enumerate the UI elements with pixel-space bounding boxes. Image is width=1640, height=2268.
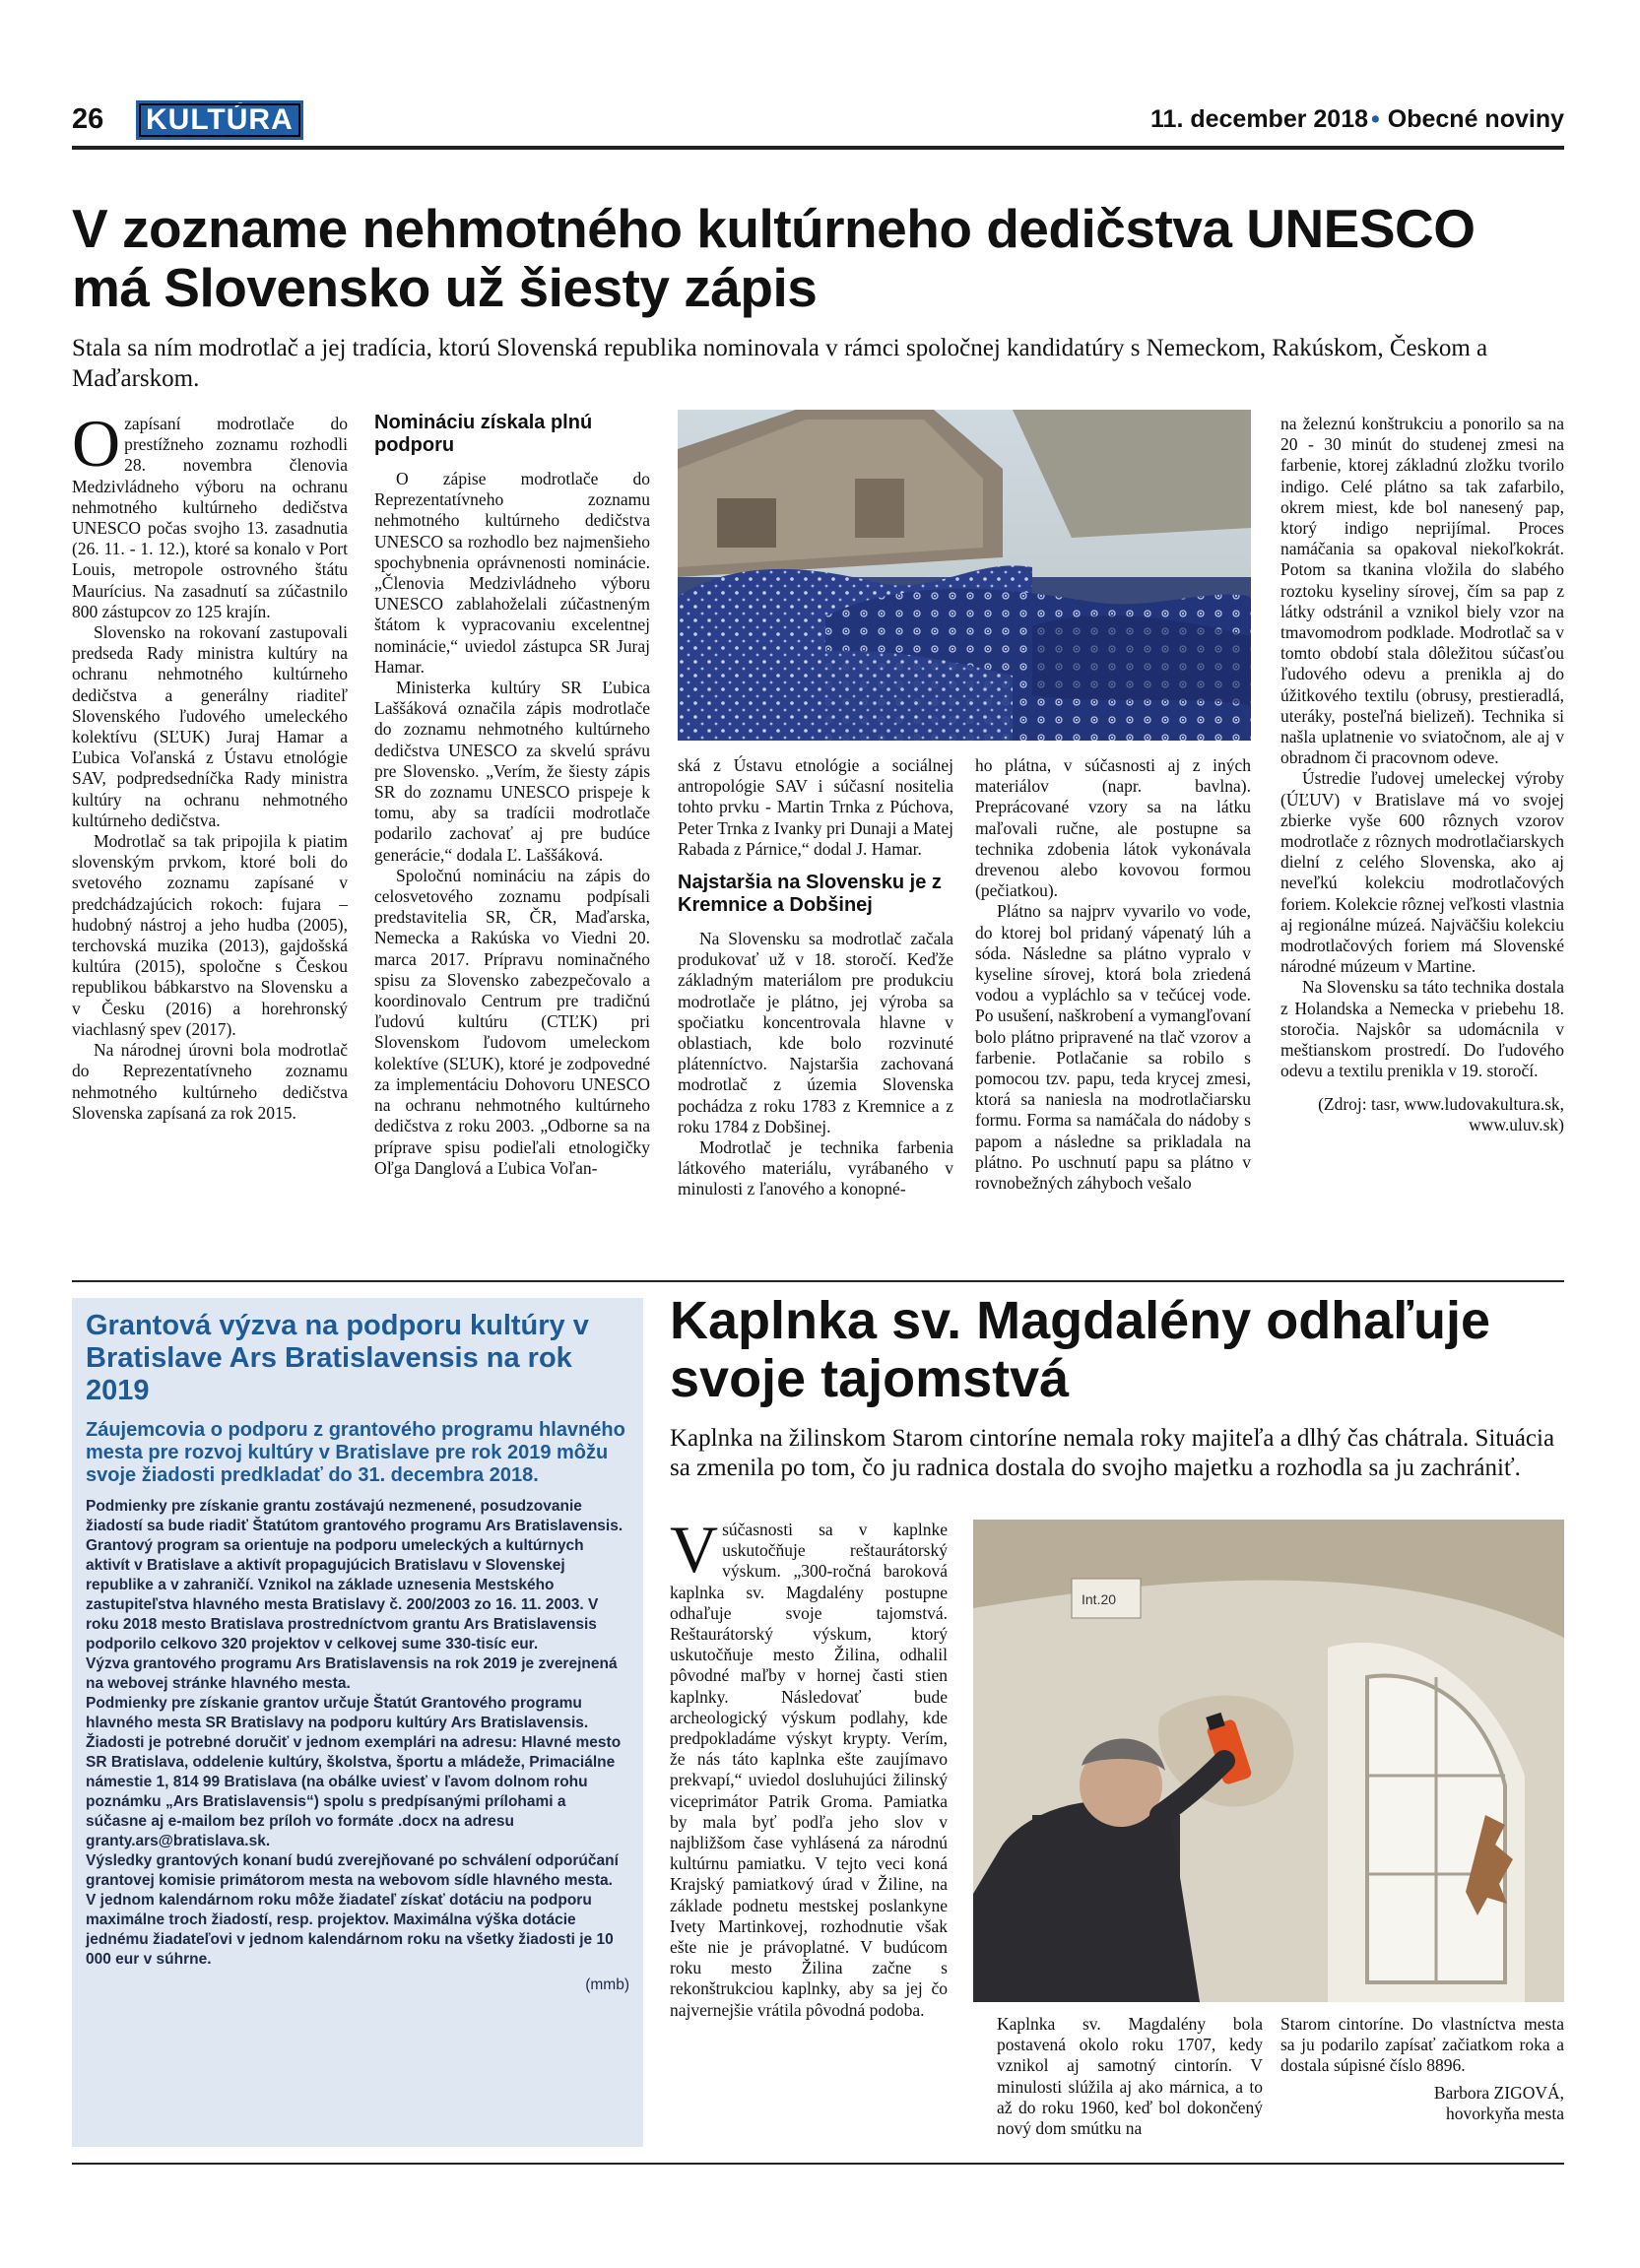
paragraph: ská z Ústavu etnológie a sociálnej antropológie SAV i súčasní nositelia tohto prvku - Martin Trnka z Púchova, Peter Trnka z Ivanky pri Dunaji a Matej Rabada z Párnice,“ dodal J. Hamar. (678, 755, 953, 859)
grant-sidebar (72, 1298, 643, 2147)
paragraph: Spoločnú nomináciu na zápis do celosvetového zoznamu podpísali predstavitelia SR, ČR, Maďarska, Nemecka a Rakúska vo Viedni 20. marca 2017. Prípravu nominačného spisu za Slovensko zabezpečovalo a koordinovalo Centrum pre tradičnú ľudovú kultúru (CTĽK) pri Slovenskom ľudovom umeleckom kolektíve (SĽUK), ktoré je zodpovedné za implementáciu Dohovoru UNESCO na ochranu nehmotného kultúrneho dedičstva z roku 2003. „Odborne sa na príprave spisu podieľali etnologičky Oľga Danglová a Ľubica Voľan- (374, 865, 650, 1178)
grant-paragraph: Výsledky grantových konaní budú zverejňované po schválení odporúčaní grantovej komisie primátorom mesta na webovom sídle hlavného mesta. (86, 1852, 619, 1889)
grant-paragraph: Výzva grantového programu Ars Bratislavensis na rok 2019 je zverejnená na webovej stránke hlavného mesta. (86, 1655, 618, 1692)
grant-paragraph: Podmienky pre získanie grantu zostávajú nezmenené, posudzovanie žiadostí sa bude riadiť Štatútom grantového programu Ars Bratislavensis. Grantový program sa orientuje na podporu umeleckých a kultúrnych aktivít v Bratislave a aktivít propagujúcich Bratislavu v Slovenskej republike a v zahraničí. Vznikol na základe uznesenia Mestského zastupiteľstva hlavného mesta Bratislavy č. 200/2003 zo 16. 11. 2003. V roku 2018 mesto Bratislava prostredníctvom grantu Ars Bratislavensis podporilo celkovo 320 projektov v celkovej sume 330-tisíc eur. (86, 1498, 623, 1652)
chapel-restoration-photo (973, 1520, 1564, 2002)
paragraph: na železnú konštrukciu a ponorilo sa na 20 - 30 minút do studenej zmesi na farbenie, ktorej základnú zložku tvorilo indigo. Celé plátno sa tak zafarbilo, okrem miest, kde bol nanesený pap, ktorý indigo neprijímal. Proces namáčania sa opakoval niekoľkokrát. Potom sa tkanina vložila do slabého roztoku kyseliny sírovej, čím sa pap z látky odstránil a vznikol biely vzor na tmavomodrom podklade. Modrotlač sa v tomto období stala dôležitou súčasťou ľudového odevu a prenikla aj do úžitkového textilu (obrusy, prestieradlá, uteráky, posteľná bielizeň). Technika si našla uplatnenie vo sviatočnom, ale aj v obradnom či pracovnom odeve. (1280, 414, 1564, 768)
grant-paragraph: V jednom kalendárnom roku môže žiadateľ získať dotáciu na podporu maximálne troch žiadostí, resp. projektov. Maximálna výška dotácie jednému žiadateľovi v jednom kalendárnom roku na všetky žiadosti je 10 000 eur v súhrne. (86, 1892, 614, 1968)
photo-caption-right (1280, 2014, 1564, 2124)
paragraph: súčasnosti sa v kaplnke uskutočňuje reštaurátorský výskum. „300-ročná baroková kaplnka sv. Magdalény postupne odhaľuje svoje tajomstvá. Reštaurátorský výskum, ktorý uskutočňuje mesto Žilina, odhalil pôvodné maľby v hornej časti stien kaplnky. Následovať bude archeologický výskum podlahy, kde predpokladáme výskyt krypty. Verím, že nás táto kaplnka ešte zaujímavo prekvapí,“ uviedol dosluhujúci žilinský viceprimátor Patrik Groma. Pamiatka by mala byť podľa jeho slov v najbližšom čase vyhlásená za národnú kultúrnu pamiatku. V tejto veci koná Krajský pamiatkový úrad v Žiline, na základe podnetu mestskej poslankyne Ivety Martinkovej, rozhodnutie však ešte nie je právoplatné. V budúcom roku mesto Žilina začne s rekonštrukciou kaplnky, aby sa jej čo najvernejšie vrátila pôvodná podoba. (670, 1520, 948, 2020)
article-column-1 (72, 406, 348, 1124)
photo-caption-left (997, 2014, 1263, 2139)
section-label (136, 100, 303, 140)
page-number: 26 (72, 103, 104, 135)
dropcap: V (670, 1512, 719, 1587)
paragraph: Modrotlač sa tak pripojila k piatim slovenským prvkom, ktoré boli do svetového zoznamu zapísané v predchádzajúcich rokoch: fujara – hudobný nástroj a jeho hudba (2005), terchovská muzika (2013), gajdošská kultúra (2015), spoločne s Českou republikou bábkarstvo na Slovensku a v Česku (2016) a horehronský viachlasný spev (2017). (72, 831, 348, 1039)
section-divider (72, 1280, 1564, 1282)
grant-signature: (mmb) (585, 1976, 629, 1993)
header-dateline (1150, 104, 1564, 134)
author-name: Barbora ZIGOVÁ, (1433, 2082, 1564, 2103)
chapel-illustration (973, 1520, 1564, 2002)
grant-paragraph: Podmienky pre získanie grantov určuje Štatút Grantového programu hlavného mesta SR Bratislavy na podporu kultúry Ars Bratislavensis. Žiadosti je potrebné doručiť v jednom exemplári na adresu: Hlavné mesto SR Bratislava, oddelenie kultúry, školstva, športu a mládeže, Primaciálne námestie 1, 814 99 Bratislava (na obálke uviesť v ľavom dolnom rohu poznámku „Ars Bratislavensis“) spolu s predpísanými prílohami a súčasne aj e-mailom bez príloh vo formáte .docx na adresu granty.ars@bratislava.sk. (86, 1695, 622, 1849)
article-column-3 (678, 755, 953, 1200)
paragraph: Na národnej úrovni bola modrotlač do Reprezentatívneho zoznamu nehmotného kultúrneho dedičstva Slovenska zapísaná za rok 2015. (72, 1040, 348, 1123)
paragraph: Slovensko na rokovaní zastupovali predseda Rady ministra kultúry na ochranu nehmotného kultúrneho dedičstva a generálny riaditeľ Slovenského ľudového umeleckého kolektívu (SĽUK) Juraj Hamar a Ľubica Voľanská z Ústavu etnológie SAV, podpredsedníčka Rady ministra kultúry na ochranu nehmotného kultúrneho dedičstva. (72, 622, 348, 830)
subheading: Nomináciu získala plnú podporu (374, 412, 593, 456)
paragraph: Ministerka kultúry SR Ľubica Laššáková označila zápis modrotlače do zoznamu nehmotného kultúrneho dedičstva UNESCO za skvelú správu pre Slovensko. „Verím, že šiesty zápis SR do zoznamu UNESCO prispeje k tomu, aby sa tradícii modrotlače podarilo zachovať aj pre budúce generácie,“ dodala Ľ. Laššáková. (374, 678, 650, 865)
textile-illustration (678, 410, 1251, 741)
paragraph: Plátno sa najprv vyvarilo vo vode, do ktorej bol pridaný vápenatý lúh a sóda. Následne sa plátno vypralo v kyseline sírovej, ktorá bola zriedená vodou a vypláchlo sa v tečúcej vode. Po usušení, naškrobení a vymangľovaní bolo plátno pripravené na tlač vzorov a farbenie. Potlačanie sa robilo s pomocou tzv. papu, teda krycej zmesi, ktorá sa naniesla na modrotlačiarsku formu. Forma sa namáčala do nádoby s papom a následne sa prikladala na plátno. Po uschnutí papu sa plátno v rovnobežných záhyboch vešalo (975, 901, 1251, 1194)
article-column-2 (374, 410, 650, 1179)
paragraph: zapísaní modrotlače do prestížneho zoznamu rozhodli 28. novembra členovia Medzivládneho výboru na ochranu nehmotného kultúrneho dedičstva UNESCO počas svojho 13. zasadnutia (26. 11. - 1. 12.), ktoré sa konalo v Port Louis, metropole ostrovného štátu Maurícius. Na zasadnutí sa zúčastnilo 800 zástupcov zo 125 krajín. (72, 414, 348, 621)
grant-body (86, 1497, 629, 1995)
article-lead: Stala sa ním modrotlač a jej tradícia, ktorú Slovenská republika nominovala v rámci spoločnej kandidatúry s Nemeckom, Rakúskom, Českom a Maďarskom. (72, 335, 1488, 392)
paragraph: Na Slovensku sa táto technika dostala z Holandska a Nemecka v priebehu 18. storočia. Najskôr sa udomácnila v meštianskom prostredí. Do ľudového odevu a textilu prenikla v 19. storočí. (1280, 977, 1564, 1081)
header-rule (72, 146, 1564, 150)
photo-label: Int.20 (1082, 1591, 1117, 1607)
section-label-text: KULTÚRA (146, 103, 294, 136)
paragraph: Ústredie ľudovej umeleckej výroby (ÚĽUV) v Bratislave má vo svojej zbierke vyše 600 rôznych vzorov modrotlače z rôznych modrotlačiarskych dielní z celého Slovenska, ako aj neveľkú kolekciu modrotlačových foriem. Kolekcie rôznej veľkosti vlastnia aj regionálne múzeá. Najväčšiu kolekciu modrotlačových foriem má Slovenské národné múzeum v Martine. (1280, 768, 1564, 977)
grant-lead: Záujemcovia o podporu z grantového programu hlavného mesta pre rozvoj kultúry v Bratislave pre rok 2019 môžu svoje žiadosti predkladať do 31. decembra 2018. (86, 1419, 625, 1486)
paragraph: ho plátna, v súčasnosti aj z iných materiálov (napr. bavlna). Preprácované vzory sa na látku maľovali ručne, ale postupne sa technika zdobenia látok vykonávala drevenou alebo kovovou formou (pečiatkou). (975, 755, 1251, 901)
issue-date: 11. december 2018 (1150, 105, 1369, 133)
caption-text: Kaplnka sv. Magdalény bola postavená okolo roku 1707, kedy vznikol aj samotný cintorín. V minulosti slúžila aj ako márnica, a to až do roku 1960, keď bol dokončený nový dom smútku na (997, 2014, 1263, 2139)
paragraph: O zápise modrotlače do Reprezentatívneho zoznamu nehmotného kultúrneho dedičstva UNESCO sa rozhodlo bez najmenšieho spochybnenia oprávnenosti nominácie. „Členovia Medzivládneho výboru UNESCO zablahoželali zúčastneným štátom k vypracovaniu excelentnej nominácie,“ uviedol zástupca SR Juraj Hamar. (374, 469, 650, 677)
chapel-headline: Kaplnka sv. Magdalény odhaľuje svoje tajomstvá (670, 1291, 1491, 1408)
header-bullet: • (1371, 105, 1380, 133)
article-column-5 (1280, 414, 1564, 1135)
paragraph: Modrotlač je technika farbenia látkového materiálu, vyrábaného v minulosti z ľanového a konopné- (678, 1137, 953, 1199)
article-headline: V zozname nehmotného kultúrneho dedičstva UNESCO má Slovensko už šiesty zápis (72, 198, 1476, 318)
paragraph: Na Slovensku sa modrotlač začala produkovať už v 18. storočí. Keďže základným materiálom pre produkciu modrotlače je plátno, jej výroba sa spočiatku koncentrovala hlavne v oblastiach, kde bolo rozvinuté plátenníctvo. Najstaršia zachovaná modrotlač z územia Slovenska pochádza z roku 1783 z Kremnice a z roku 1784 z Dobšinej. (678, 929, 953, 1136)
source-note: (Zdroj: tasr, www.ludovakultura.sk, www.uluv.sk) (1318, 1093, 1564, 1134)
chapel-body-column (670, 1512, 948, 2021)
caption-text: Starom cintoríne. Do vlastníctva mesta sa ju podarilo zapísať začiatkom roka a dostala súpisné číslo 8896. (1280, 2014, 1564, 2076)
article-column-4 (975, 755, 1251, 1194)
dropcap: O (72, 406, 121, 481)
author-role: hovorkyňa mesta (1445, 2103, 1564, 2123)
grant-headline: Grantová výzva na podporu kultúry v Bratislave Ars Bratislavensis na rok 2019 (86, 1310, 589, 1406)
indigo-textile-photo (678, 410, 1251, 741)
publication-name: Obecné noviny (1387, 105, 1564, 133)
subheading: Najstaršia na Slovensku je z Kremnice a Dobšinej (678, 872, 942, 917)
chapel-lead: Kaplnka na žilinskom Starom cintoríne nemala roky majiteľa a dlhý čas chátrala. Situácia sa zmenila po tom, čo ju radnica dostala do svojho majetku a rozhodla sa ju zachrániť. (670, 1425, 1555, 1481)
footer-rule (72, 2163, 1564, 2165)
